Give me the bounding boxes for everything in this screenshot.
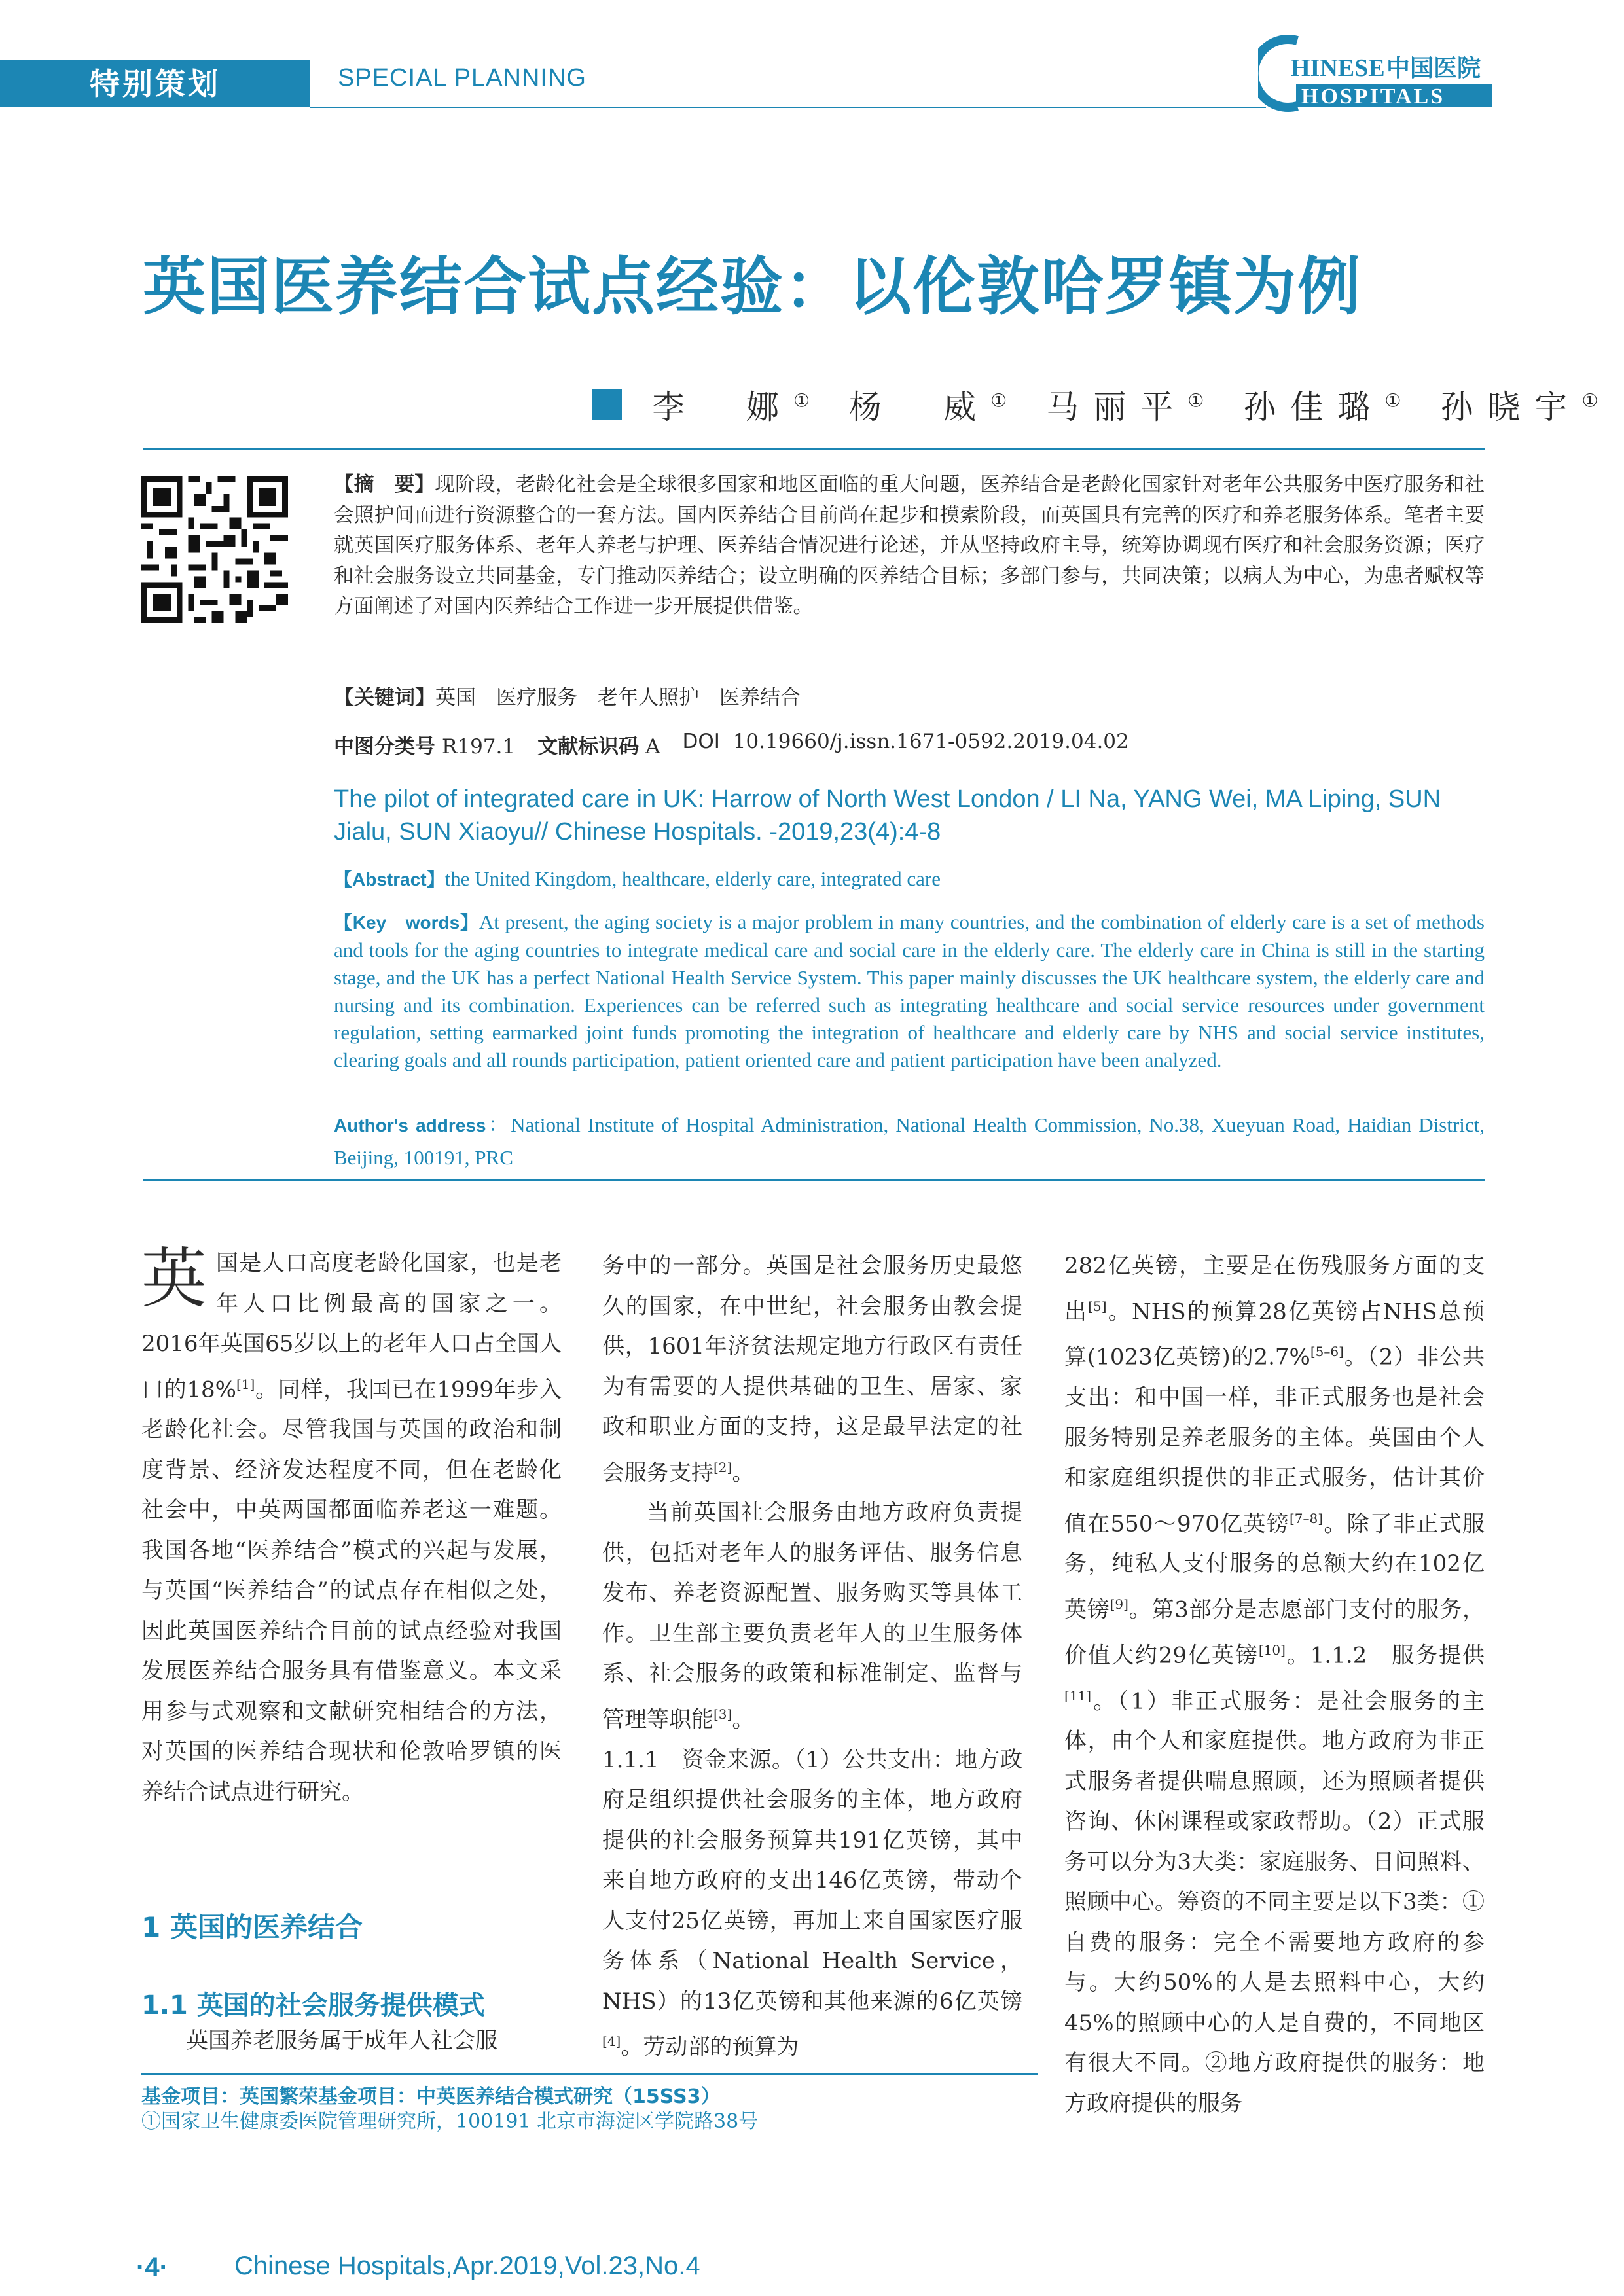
keywords-label: 【关键词】 <box>334 686 435 709</box>
footnote-rule <box>141 2073 1038 2075</box>
author-list <box>592 378 1598 431</box>
keywords-text: 英国 医疗服务 老年人照护 医养结合 <box>435 686 801 709</box>
author: 李 娜① <box>652 388 810 426</box>
fund-note: 基金项目：英国繁荣基金项目：中英医养结合模式研究（15SS3） <box>141 2085 721 2108</box>
body-column-1-tail: 英国养老服务属于成年人社会服 <box>186 2028 497 2054</box>
page-number: ·4· <box>136 2253 168 2282</box>
qr-code-icon[interactable] <box>141 476 288 623</box>
author: 孙佳璐① <box>1243 388 1401 426</box>
classification-line: 中图分类号 R197.1 文献标识码 A DOI 10.19660/j.issn.1671-0592.2019.04.02 <box>334 730 1129 759</box>
logo-sub: HOSPITALS <box>1301 84 1445 109</box>
abstract-cn <box>334 470 1485 622</box>
affiliation-note: ①国家卫生健康委医院管理研究所，100191 北京市海淀区学院路38号 <box>141 2110 759 2133</box>
abstract-text: 现阶段，老龄化社会是全球很多国家和地区面临的重大问题，医养结合是老龄化国家针对老年公共服务中医疗服务和社会照护间而进行资源整合的一套方法。国内医养结合目前尚在起步和摸索阶段，而英国具有完善的医疗和养老服务体系。笔者主要就英国医疗服务体系、老年人养老与护理、医养结合情况进行论述，并从坚持政府主导，统筹协调现有医疗和社会服务资源；医疗和社会服务设立共同基金，专门推动医养结合；设立明确的医养结合目标；多部门参与，共同决策；以病人为中心，为患者赋权等方面阐述了对国内医养结合工作进一步开展提供借鉴。 <box>334 473 1485 618</box>
abstract-bottom-rule <box>143 1179 1485 1181</box>
logo-word: HINESE <box>1291 54 1385 82</box>
header-rule <box>310 107 1266 108</box>
section-tag: 特别策划 <box>0 60 310 107</box>
chinese-hospitals-logo <box>1258 29 1500 114</box>
article-title: 英国医养结合试点经验：以伦敦哈罗镇为例 <box>143 250 1362 323</box>
author-address: Author's address：National Institute of Hospital Administration, National Health Commission, No.38, Xueyuan Road, Haidian District, Beijing, 100191, PRC <box>334 1113 1485 1169</box>
author: 孙晓宇① <box>1440 388 1598 426</box>
english-keywords: 【Key words】At present, the aging society is a major problem in many countries, and the combination of elderly care is a set of methods and tools for the aging countries to integrate medical care and social care in the elderly care. The elderly care in China is still in the starting stage, and the UK has a perfect National Health Service System. This paper mainly discusses the UK healthcare system, the elderly care and nursing and its combination. Experiences can be referred such as integrating healthcare and social service resources under government regulation, setting earmarked joint funds promoting the integration of healthcare and elderly care by NHS and social service institutes, clearing goals and all rounds participation, patient oriented care and patient participation have been analyzed. <box>334 910 1485 1071</box>
section-heading-1-1: 1.1 英国的社会服务提供模式 <box>141 1990 485 2020</box>
author: 杨 威① <box>849 388 1007 426</box>
body-column-3: 282亿英镑，主要是在伤残服务方面的支出[5]。NHS的预算28亿英镑占NHS总预算(1023亿英镑)的2.7%[5–6]。（2）非公共支出：和中国一样，非正式服务也是社会服务特别是养老服务的主体。英国由个人和家庭组织提供的非正式服务，估计其价值在550～970亿英镑[7–8]。除了非正式服务，纯私人支付服务的总额大约在102亿英镑[9]。第3部分是志愿部门支付的服务，价值大约29亿英镑[10]。1.1.2 服务提供[11]。（1）非正式服务：是社会服务的主体，由个人和家庭提供。地方政府为非正式服务者提供喘息照顾，还为照顾者提供咨询、休闲课程或家政帮助。（2）正式服务可以分为3大类：家庭服务、日间照料、照顾中心。筹资的不同主要是以下3类：①自费的服务：完全不需要地方政府的参与。大约50%的人是去照料中心，大约45%的照顾中心的人是自费的，不同地区有很大不同。②地方政府提供的服务：地方政府提供的服务 <box>1064 1253 1485 2117</box>
body-column-1: 英国是人口高度老龄化国家，也是老年人口比例最高的国家之一。2016年英国65岁以上的老年人口占全国人口的18%[1]。同样，我国已在1999年步入老龄化社会。尽管我国与英国的政治和制度背景、经济发达程度不同，但在老龄化社会中，中英两国都面临养老这一难题。我国各地“医养结合”模式的兴起与发展，与英国“医养结合”的试点存在相似之处，因此英国医养结合目前的试点经验对我国发展医养结合服务具有借鉴意义。本文采用参与式观察和文献研究相结合的方法，对英国的医养结合现状和伦敦哈罗镇的医养结合试点进行研究。 <box>141 1240 562 1805</box>
keywords-cn <box>334 681 801 710</box>
drop-cap: 英 <box>141 1240 207 1317</box>
section-heading-1: 1 英国的医养结合 <box>141 1911 363 1943</box>
author: 马丽平① <box>1046 388 1204 426</box>
body-column-2: 务中的一部分。英国是社会服务历史最悠久的国家，在中世纪，社会服务由教会提供，1601年济贫法规定地方行政区有责任为有需要的人提供基础的卫生、居家、家政和职业方面的支持，这是最早法定的社会服务支持[2]。 当前英国社会服务由地方政府负责提供，包括对老年人的服务评估、服务信息发布、养老资源配置、服务购买等具体工作。卫生部主要负责老年人的卫生服务体系、社会服务的政策和标准制定、监督与管理等职能[3]。 1.1.1 资金来源。（1）公共支出：地方政府是组织提供社会服务的主体，地方政府提供的社会服务预算共191亿英镑，其中来自地方政府的支出146亿英镑，带动个人支付25亿英镑，再加上来自国家医疗服务体系（National Health Service，NHS）的13亿英镑和其他来源的6亿英镑[4]。劳动部的预算为 <box>602 1253 1022 2060</box>
section-tag-en: SPECIAL PLANNING <box>338 64 586 92</box>
logo-cn: 中国医院 <box>1386 55 1481 82</box>
english-title: The pilot of integrated care in UK: Harrow of North West London / LI Na, YANG Wei, MA Liping, SUN Jialu, SUN Xiaoyu// Chinese Hospitals. -2019,23(4):4-8 <box>334 785 1441 846</box>
authors-rule <box>143 448 1485 450</box>
english-abstract: 【Abstract】the United Kingdom, healthcare, elderly care, integrated care <box>334 867 941 890</box>
author-marker-square <box>592 389 622 420</box>
journal-citation: Chinese Hospitals,Apr.2019,Vol.23,No.4 <box>234 2251 700 2280</box>
abstract-label: 【摘 要】 <box>334 473 435 496</box>
